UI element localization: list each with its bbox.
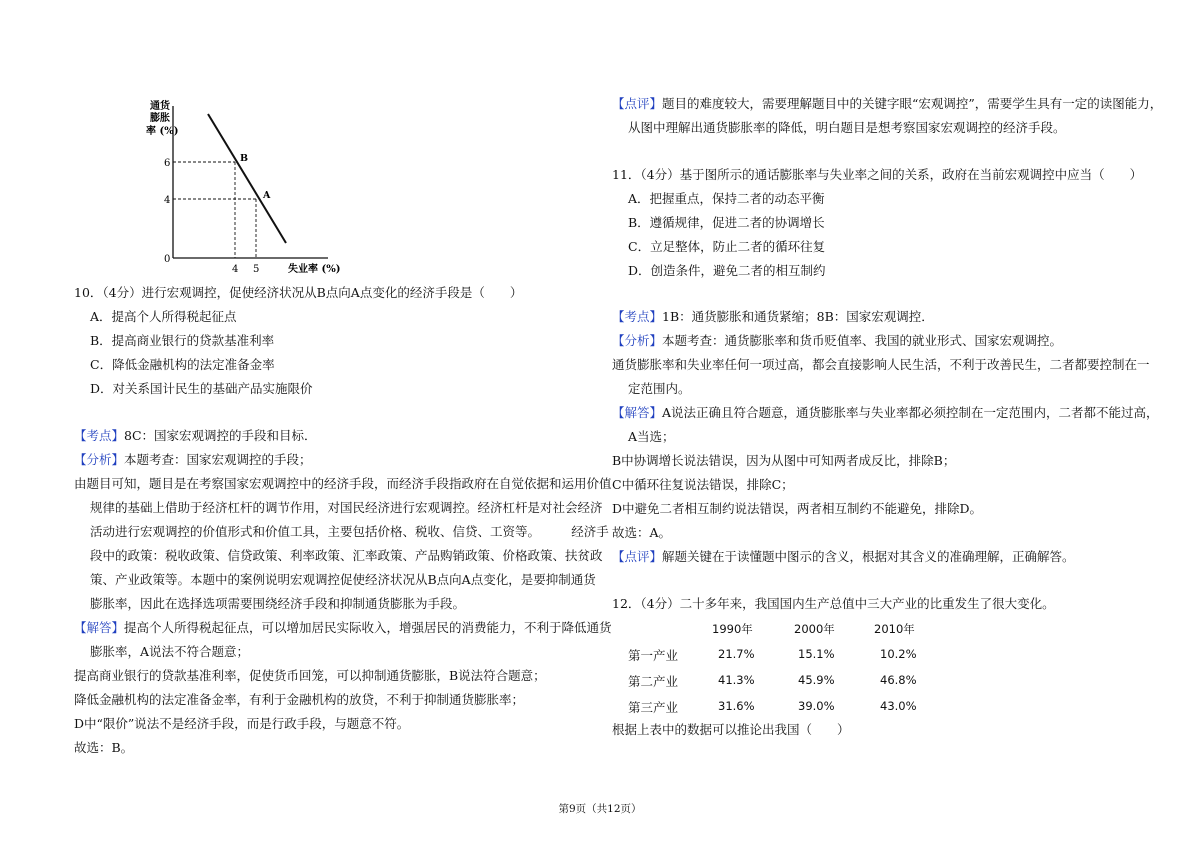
jieda-tag: 【解答】	[612, 405, 663, 420]
q10-jieda-line: D中“限价”说法不是经济手段，而是行政手段，与题意不符。	[74, 716, 410, 731]
q10-answer: 故选：B。	[74, 740, 134, 755]
jieda-tag: 【解答】	[74, 620, 125, 635]
y-tick-6: 6	[164, 158, 171, 169]
table-cell: 15.1%	[798, 647, 835, 661]
q11-analysis-line: 定范围内。	[628, 381, 691, 396]
q10-option-a: A．提高个人所得税起征点	[90, 309, 237, 324]
table-cell: 45.9%	[798, 673, 835, 687]
page-footer: 第9页（共12页）	[558, 803, 642, 815]
q10-stem: 10．（4分）进行宏观调控，促使经济状况从B点向A点变化的经济手段是（ ）	[74, 285, 523, 300]
fenxi-text: 本题考查：国家宏观调控的手段；	[124, 452, 312, 467]
x-tick-5: 5	[253, 264, 260, 275]
inflation-unemployment-graph	[128, 96, 368, 276]
table-cell: 43.0%	[880, 699, 917, 713]
q10-analysis-line: 膨胀率，因此在选择选项需要围绕经济手段和抑制通货膨胀为手段。	[90, 596, 466, 611]
q11-stem: 11．（4分）基于图所示的通话膨胀率与失业率之间的关系，政府在当前宏观调控中应当（ ）	[612, 167, 1143, 182]
table-cell: 31.6%	[718, 699, 755, 713]
fenxi-tag: 【分析】	[612, 333, 663, 348]
kaodian-text: 8C：国家宏观调控的手段和目标．	[124, 428, 317, 443]
table-header-year: 2000年	[794, 622, 835, 636]
table-cell: 41.3%	[718, 673, 755, 687]
dianping-text: 解题关键在于读懂题中图示的含义，根据对其含义的准确理解，正确解答。	[662, 549, 1075, 564]
q11-dianping	[612, 549, 1075, 565]
q11-answer: 故选：A。	[612, 525, 672, 540]
q10-option-b: B．提高商业银行的贷款基准利率	[90, 333, 275, 348]
q11-analysis-line: 通货膨胀率和失业率任何一项过高，都会直接影响人民生活，不利于改善民生，二者都要控制在一	[612, 357, 1150, 372]
q11-option-d: D．创造条件，避免二者的相互制约	[628, 263, 826, 278]
point-a-label: A	[263, 190, 271, 201]
kaodian-text: 1B：通货膨胀和通货紧缩；8B：国家宏观调控．	[662, 309, 934, 324]
q10-option-d: D．对关系国计民生的基础产品实施限价	[90, 381, 313, 396]
point-b-label: B	[240, 153, 249, 164]
q11-option-b: B．遵循规律，促进二者的协调增长	[628, 215, 825, 230]
q10-dianping	[612, 96, 1162, 112]
kaodian-tag: 【考点】	[74, 428, 125, 443]
q11-kaodian	[612, 309, 934, 325]
q11-jieda	[612, 405, 1159, 421]
q10-analysis-line: 规律的基础上借助于经济杠杆的调节作用，对国民经济进行宏观调控。经济杠杆是对社会经济	[90, 500, 603, 515]
y-tick-4: 4	[164, 195, 171, 206]
dianping-text: 题目的难度较大，需要理解题目中的关键字眼“宏观调控”，需要学生具有一定的读图能力，	[662, 96, 1163, 111]
table-row-label: 第二产业	[628, 674, 679, 689]
table-cell: 21.7%	[718, 647, 755, 661]
q10-jieda	[74, 620, 612, 636]
table-header-year: 2010年	[874, 622, 915, 636]
fenxi-text: 本题考查：通货膨胀率和货币贬值率、我国的就业形式、国家宏观调控。	[662, 333, 1063, 348]
table-cell: 10.2%	[880, 647, 917, 661]
q10-jieda-line: 提高商业银行的贷款基准利率，促使货币回笼，可以抑制通货膨胀，B说法符合题意；	[74, 668, 546, 683]
dianping-tag: 【点评】	[612, 549, 663, 564]
q11-option-c: C．立足整体，防止二者的循环往复	[628, 239, 826, 254]
q11-jieda-line: B中协调增长说法错误，因为从图中可知两者成反比，排除B；	[612, 453, 956, 468]
q11-jieda-line: A当选；	[628, 429, 675, 444]
table-cell: 39.0%	[798, 699, 835, 713]
q10-dianping-line: 从图中理解出通货膨胀率的降低，明白题目是想考察国家宏观调控的经济手段。	[628, 120, 1066, 135]
q10-jieda-line: 降低金融机构的法定准备金率，有利于金融机构的放贷，不利于抑制通货膨胀率；	[74, 692, 525, 707]
q10-jieda-line: 膨胀率，A说法不符合题意；	[90, 644, 250, 659]
q12-stem: 12．（4分）二十多年来，我国国内生产总值中三大产业的比重发生了很大变化。	[612, 596, 1055, 611]
q10-analysis-line: 段中的政策：税收政策、信贷政策、利率政策、汇率政策、产品购销政策、价格政策、扶贫政	[90, 548, 603, 563]
x-tick-4: 4	[232, 264, 239, 275]
q10-analysis-line: 由题目可知，题目是在考察国家宏观调控中的经济手段，而经济手段指政府在自觉依据和运用价值	[74, 476, 612, 491]
q10-fenxi	[74, 452, 312, 468]
table-cell: 46.8%	[880, 673, 917, 687]
table-header-year: 1990年	[712, 622, 753, 636]
q11-fenxi	[612, 333, 1062, 349]
q10-analysis-line: 策、产业政策等。本题中的案例说明宏观调控促使经济状况从B点向A点变化，是要抑制通货	[90, 572, 596, 587]
dianping-tag: 【点评】	[612, 96, 663, 111]
kaodian-tag: 【考点】	[612, 309, 663, 324]
y-axis-label-line-2: 膨胀	[150, 113, 170, 124]
y-axis-label-line-1: 通货	[150, 101, 170, 112]
jieda-first: A说法正确且符合题意，通货膨胀率与失业率都必须控制在一定范围内，二者都不能过高，	[662, 405, 1159, 420]
q12-follow-up: 根据上表中的数据可以推论出我国（ ）	[612, 722, 850, 737]
q10-option-c: C．降低金融机构的法定准备金率	[90, 357, 275, 372]
table-row-label: 第三产业	[628, 700, 679, 715]
q11-jieda-line: D中避免二者相互制约说法错误，两者相互制约不能避免，排除D。	[612, 501, 983, 516]
q10-kaodian	[74, 428, 317, 444]
q11-jieda-line: C中循环往复说法错误，排除C；	[612, 477, 794, 492]
x-axis-label: 失业率 (%)	[288, 264, 341, 275]
table-row-label: 第一产业	[628, 648, 679, 663]
q10-analysis-line: 活动进行宏观调控的价值形式和价值工具，主要包括价格、税收、信贷、工资等。 经济手	[90, 524, 609, 539]
y-axis-label-line-3: 率 (%)	[146, 126, 179, 137]
jieda-first: 提高个人所得税起征点，可以增加居民实际收入，增强居民的消费能力，不利于降低通货	[124, 620, 612, 635]
q11-option-a: A．把握重点，保持二者的动态平衡	[628, 191, 825, 206]
fenxi-tag: 【分析】	[74, 452, 125, 467]
tradeoff-curve	[208, 114, 286, 243]
origin-label: 0	[164, 254, 171, 265]
